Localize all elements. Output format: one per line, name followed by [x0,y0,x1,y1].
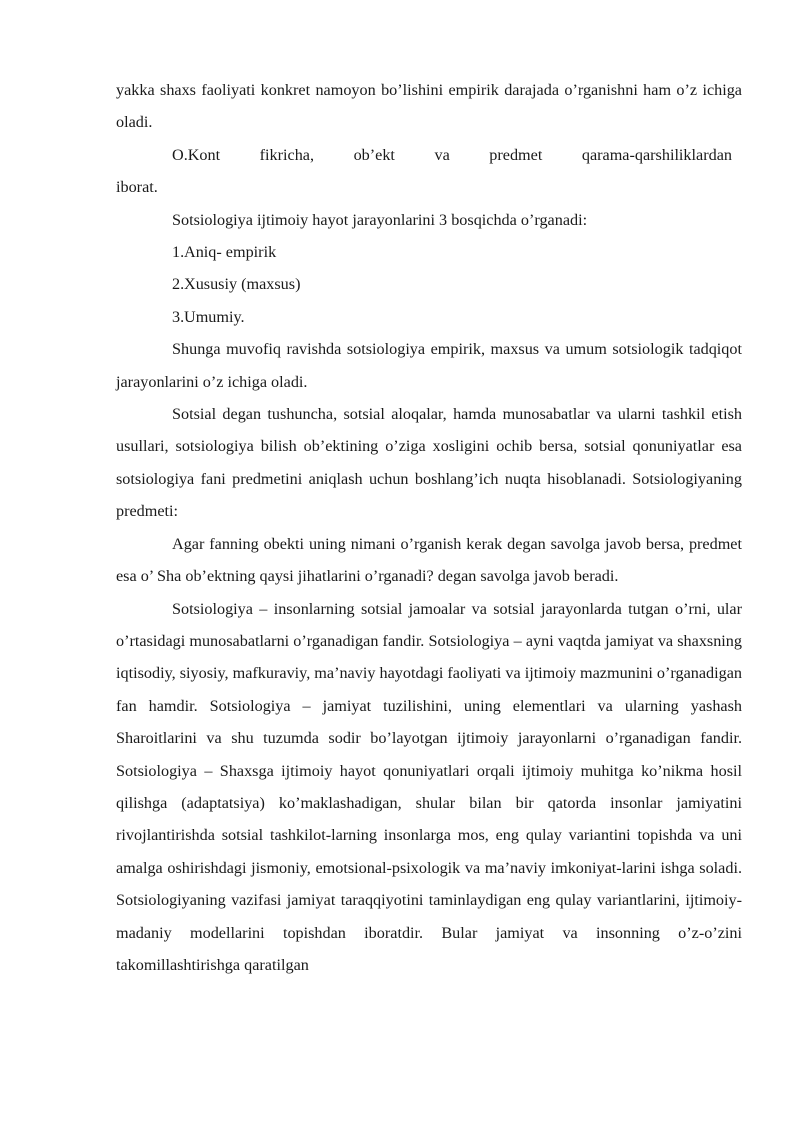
paragraph-1: yakka shaxs faoliyati konkret namoyon bo’lishini empirik darajada o’rganishni ham o’z ichiga oladi. [116,81,742,132]
stages-list [116,236,742,333]
paragraph-5: Sotsial degan tushuncha, sotsial aloqalar, hamda munosabatlar va ularni tashkil etish usullari, sotsiologiya bilish ob’ektining o’ziga xosligini ochib bersa, sotsial qonuniyatlar esa sotsiologiya fani predmetini aniqlash uchun boshlang’ich nuqta hisoblanadi. Sotsiologiyaning predmeti: [116,405,742,521]
list-text: Xususiy (maxsus) [184,275,301,294]
paragraph-7: Sotsiologiya – insonlarning sotsial jamoalar va sotsial jarayonlarda tutgan o’rni, ular o’rtasidagi munosabatlarni o’rganadigan fandir. Sotsiologiya – ayni vaqtda jamiyat va shaxsning iqtisodiy, siyosiy, mafkuraviy, ma’naviy hayotdagi faoliyati va ijtimoiy mazmunini o’rganadigan fan hamdir. Sotsiologiya – jamiyat tuzilishini, uning elementlari va ularning yashash Sharoitlarini va shu tuzumda sodir bo’layotgan ijtimoiy jarayonlarni o’rganadigan fandir. Sotsiologiya – Shaxsga ijtimoiy hayot qonuniyatlari orqali ijtimoiy muhitga ko’nikma hosil qilishga (adaptatsiya) ko’maklashadigan, shular bilan bir qatorda insonlar jamiyatini rivojlantirishda sotsial tashkilot-larning insonlarga mos, eng qulay variantini topishda va uni amalga oshirishdagi jismoniy, emotsional-psixologik va ma’naviy imkoniyat-larini ishga soladi. Sotsiologiyaning vazifasi jamiyat taraqqiyotini taminlaydigan eng qulay variantlarini, ijtimoiy-madaniy modellarini topishdan iboratdir. Bular jamiyat va insonning o’z-o’zini takomillashtirishga qaratilgan [116,599,742,974]
list-text: Aniq- empirik [184,243,277,262]
word: O.Kont [172,145,221,164]
document-page [116,74,742,981]
paragraph-4: Shunga muvofiq ravishda sotsiologiya empirik, maxsus va umum sotsiologik tadqiqot jarayonlarini o’z ichiga oladi. [116,340,742,391]
word: va [434,145,450,164]
paragraph-2-tail: iborat. [116,178,158,197]
paragraph-2-first-line [116,139,742,171]
word: predmet [489,145,543,164]
word: ob’ekt [353,145,395,164]
word: qarama-qarshiliklardan [581,145,732,164]
list-text: Umumiy. [184,307,245,326]
list-number: 1. [172,243,185,262]
list-number: 2. [172,275,185,294]
paragraph-3: Sotsiologiya ijtimoiy hayot jarayonlarini 3 bosqichda o’rganadi: [172,210,588,229]
list-item [116,236,742,268]
list-item [116,301,742,333]
word: fikricha, [259,145,315,164]
list-number: 3. [172,307,185,326]
list-item [116,268,742,300]
paragraph-6: Agar fanning obekti uning nimani o’rganish kerak degan savolga javob bersa, predmet esa o’ Sha ob’ektning qaysi jihatlarini o’rganadi? degan savolga javob beradi. [116,534,742,586]
